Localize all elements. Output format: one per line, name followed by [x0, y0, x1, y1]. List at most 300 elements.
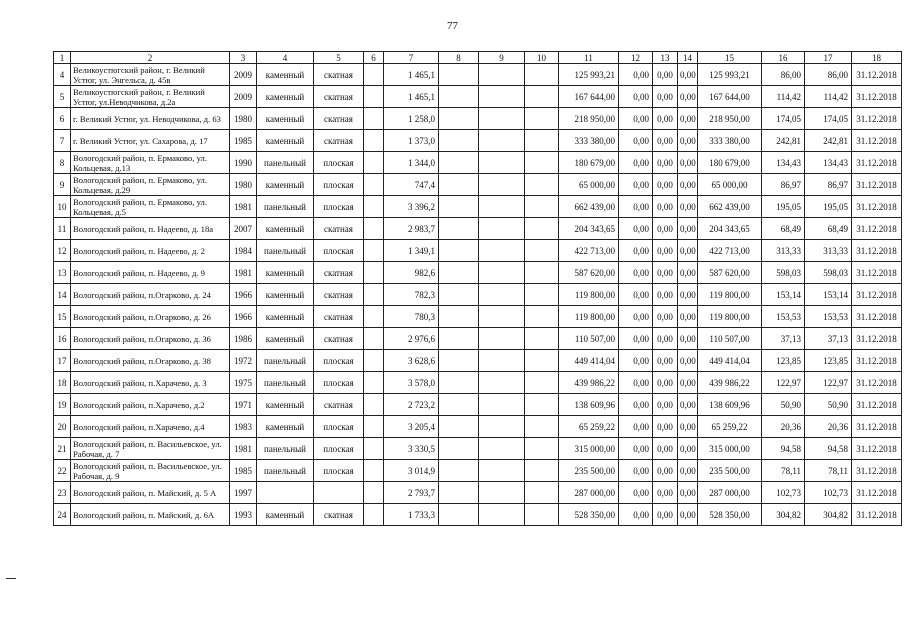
cost-col-14-cell: 0,00: [678, 504, 698, 526]
cost-total-cell: 180 679,00: [559, 152, 619, 174]
unit-cost-cell: 20,36: [762, 416, 805, 438]
row-number-cell: 22: [54, 460, 71, 482]
roof-type-cell: плоская: [314, 174, 364, 196]
col-8-cell: [439, 108, 479, 130]
completion-date-cell: 31.12.2018: [852, 108, 902, 130]
year-built-cell: 1966: [230, 284, 257, 306]
cost-col-12-cell: 0,00: [619, 460, 653, 482]
wall-material-cell: панельный: [257, 460, 314, 482]
roof-type-cell: плоская: [314, 350, 364, 372]
col-9-cell: [479, 262, 525, 284]
address-cell: Вологодский район, п. Ермаково, ул. Кольцевая, д.5: [71, 196, 230, 218]
unit-cost-cell: 94,58: [762, 438, 805, 460]
row-number-cell: 21: [54, 438, 71, 460]
roof-type-cell: скатная: [314, 108, 364, 130]
col-9-cell: [479, 504, 525, 526]
column-number-8: 8: [439, 52, 479, 64]
roof-type-cell: плоская: [314, 416, 364, 438]
year-built-cell: 1981: [230, 196, 257, 218]
unit-cost-cell: 37,13: [762, 328, 805, 350]
col-6-cell: [364, 240, 384, 262]
year-built-cell: 1981: [230, 262, 257, 284]
cost-col-14-cell: 0,00: [678, 262, 698, 284]
col-10-cell: [525, 152, 559, 174]
wall-material-cell: панельный: [257, 350, 314, 372]
area-cell: 1 465,1: [384, 64, 439, 86]
area-cell: 2 983,7: [384, 218, 439, 240]
col-8-cell: [439, 64, 479, 86]
row-number-cell: 18: [54, 372, 71, 394]
cost-total-cell: 204 343,65: [559, 218, 619, 240]
cost-col-12-cell: 0,00: [619, 86, 653, 108]
unit-cost-cell: 114,42: [762, 86, 805, 108]
column-number-15: 15: [698, 52, 762, 64]
unit-cost-limit-cell: 102,73: [805, 482, 852, 504]
roof-type-cell: скатная: [314, 64, 364, 86]
unit-cost-cell: 304,82: [762, 504, 805, 526]
address-cell: Вологодский район, п. Васильевское, ул. Рабочая, д. 7: [71, 438, 230, 460]
area-cell: 3 628,6: [384, 350, 439, 372]
year-built-cell: 1985: [230, 460, 257, 482]
cost-col-14-cell: 0,00: [678, 218, 698, 240]
wall-material-cell: каменный: [257, 86, 314, 108]
completion-date-cell: 31.12.2018: [852, 284, 902, 306]
col-9-cell: [479, 240, 525, 262]
cost-total-cell: 333 380,00: [559, 130, 619, 152]
col-8-cell: [439, 284, 479, 306]
col-6-cell: [364, 284, 384, 306]
address-cell: г. Великий Устюг, ул. Неводчикова, д. 63: [71, 108, 230, 130]
wall-material-cell: каменный: [257, 108, 314, 130]
col-6-cell: [364, 174, 384, 196]
cost-col-13-cell: 0,00: [653, 438, 678, 460]
wall-material-cell: [257, 482, 314, 504]
address-cell: Вологодский район, п. Надеево, д. 9: [71, 262, 230, 284]
table-row: [54, 152, 902, 174]
col-8-cell: [439, 482, 479, 504]
table-row: [54, 416, 902, 438]
unit-cost-limit-cell: 123,85: [805, 350, 852, 372]
cost-total-cell: 65 000,00: [559, 174, 619, 196]
completion-date-cell: 31.12.2018: [852, 328, 902, 350]
table-row: [54, 240, 902, 262]
area-cell: 1 465,1: [384, 86, 439, 108]
cost-col-15-cell: 422 713,00: [698, 240, 762, 262]
col-9-cell: [479, 218, 525, 240]
cost-col-14-cell: 0,00: [678, 306, 698, 328]
col-10-cell: [525, 108, 559, 130]
roof-type-cell: плоская: [314, 460, 364, 482]
area-cell: 747,4: [384, 174, 439, 196]
unit-cost-limit-cell: 153,14: [805, 284, 852, 306]
col-9-cell: [479, 394, 525, 416]
col-6-cell: [364, 504, 384, 526]
address-cell: Великоустюгский район, г. Великий Устюг, ул.Неводчикова, д.2а: [71, 86, 230, 108]
unit-cost-cell: 50,90: [762, 394, 805, 416]
unit-cost-cell: 78,11: [762, 460, 805, 482]
year-built-cell: 1985: [230, 130, 257, 152]
cost-col-13-cell: 0,00: [653, 152, 678, 174]
column-number-3: 3: [230, 52, 257, 64]
unit-cost-cell: 313,33: [762, 240, 805, 262]
unit-cost-cell: 123,85: [762, 350, 805, 372]
cost-total-cell: 662 439,00: [559, 196, 619, 218]
column-number-1: 1: [54, 52, 71, 64]
cost-col-14-cell: 0,00: [678, 372, 698, 394]
year-built-cell: 1993: [230, 504, 257, 526]
col-10-cell: [525, 328, 559, 350]
wall-material-cell: панельный: [257, 152, 314, 174]
cost-col-12-cell: 0,00: [619, 130, 653, 152]
cost-col-12-cell: 0,00: [619, 64, 653, 86]
cost-col-12-cell: 0,00: [619, 482, 653, 504]
wall-material-cell: каменный: [257, 394, 314, 416]
table-row: [54, 482, 902, 504]
cost-col-14-cell: 0,00: [678, 328, 698, 350]
col-10-cell: [525, 350, 559, 372]
column-number-2: 2: [71, 52, 230, 64]
completion-date-cell: 31.12.2018: [852, 416, 902, 438]
unit-cost-limit-cell: 68,49: [805, 218, 852, 240]
col-6-cell: [364, 460, 384, 482]
cost-col-14-cell: 0,00: [678, 438, 698, 460]
area-cell: 780,3: [384, 306, 439, 328]
column-number-5: 5: [314, 52, 364, 64]
header-row: [54, 52, 902, 64]
unit-cost-cell: 102,73: [762, 482, 805, 504]
area-cell: 3 330,5: [384, 438, 439, 460]
address-cell: Вологодский район, п. Надеево, д. 18а: [71, 218, 230, 240]
col-9-cell: [479, 196, 525, 218]
col-10-cell: [525, 64, 559, 86]
cost-col-15-cell: 449 414,04: [698, 350, 762, 372]
column-number-18: 18: [852, 52, 902, 64]
col-9-cell: [479, 284, 525, 306]
year-built-cell: 1971: [230, 394, 257, 416]
year-built-cell: 1980: [230, 108, 257, 130]
cost-col-13-cell: 0,00: [653, 504, 678, 526]
cost-col-13-cell: 0,00: [653, 64, 678, 86]
table-row: [54, 196, 902, 218]
wall-material-cell: каменный: [257, 284, 314, 306]
cost-col-13-cell: 0,00: [653, 262, 678, 284]
column-number-10: 10: [525, 52, 559, 64]
row-number-cell: 11: [54, 218, 71, 240]
area-cell: 2 793,7: [384, 482, 439, 504]
cost-col-13-cell: 0,00: [653, 306, 678, 328]
wall-material-cell: каменный: [257, 64, 314, 86]
row-number-cell: 7: [54, 130, 71, 152]
col-9-cell: [479, 306, 525, 328]
col-6-cell: [364, 372, 384, 394]
cost-col-12-cell: 0,00: [619, 262, 653, 284]
address-cell: Вологодский район, п.Огарково, д. 38: [71, 350, 230, 372]
col-9-cell: [479, 372, 525, 394]
housing-registry-table: [53, 51, 902, 526]
row-number-cell: 5: [54, 86, 71, 108]
cost-total-cell: 119 800,00: [559, 284, 619, 306]
table-row: [54, 504, 902, 526]
roof-type-cell: скатная: [314, 328, 364, 350]
cost-total-cell: 587 620,00: [559, 262, 619, 284]
cost-col-15-cell: 528 350,00: [698, 504, 762, 526]
unit-cost-limit-cell: 37,13: [805, 328, 852, 350]
col-8-cell: [439, 306, 479, 328]
wall-material-cell: панельный: [257, 438, 314, 460]
wall-material-cell: панельный: [257, 196, 314, 218]
completion-date-cell: 31.12.2018: [852, 174, 902, 196]
completion-date-cell: 31.12.2018: [852, 394, 902, 416]
col-6-cell: [364, 108, 384, 130]
cost-col-12-cell: 0,00: [619, 328, 653, 350]
col-9-cell: [479, 328, 525, 350]
col-10-cell: [525, 284, 559, 306]
unit-cost-limit-cell: 598,03: [805, 262, 852, 284]
cost-col-15-cell: 662 439,00: [698, 196, 762, 218]
col-6-cell: [364, 262, 384, 284]
table-row: [54, 174, 902, 196]
col-8-cell: [439, 262, 479, 284]
address-cell: Вологодский район, п.Харачево, д. 3: [71, 372, 230, 394]
col-9-cell: [479, 86, 525, 108]
col-9-cell: [479, 152, 525, 174]
col-8-cell: [439, 152, 479, 174]
year-built-cell: 1984: [230, 240, 257, 262]
col-8-cell: [439, 86, 479, 108]
cost-total-cell: 315 000,00: [559, 438, 619, 460]
cost-col-15-cell: 65 000,00: [698, 174, 762, 196]
cost-col-12-cell: 0,00: [619, 284, 653, 306]
unit-cost-limit-cell: 50,90: [805, 394, 852, 416]
cost-col-15-cell: 204 343,65: [698, 218, 762, 240]
year-built-cell: 2009: [230, 64, 257, 86]
column-number-6: 6: [364, 52, 384, 64]
table-row: [54, 372, 902, 394]
col-8-cell: [439, 350, 479, 372]
roof-type-cell: скатная: [314, 86, 364, 108]
wall-material-cell: каменный: [257, 328, 314, 350]
table-row: [54, 262, 902, 284]
address-cell: г. Великий Устюг, ул. Сахарова, д. 17: [71, 130, 230, 152]
address-cell: Вологодский район, п. Майский, д. 6А: [71, 504, 230, 526]
col-9-cell: [479, 460, 525, 482]
table-row: [54, 394, 902, 416]
cost-total-cell: 65 259,22: [559, 416, 619, 438]
cost-col-13-cell: 0,00: [653, 108, 678, 130]
table-row: [54, 130, 902, 152]
cost-col-13-cell: 0,00: [653, 174, 678, 196]
address-cell: Вологодский район, п.Огарково, д. 26: [71, 306, 230, 328]
row-number-cell: 4: [54, 64, 71, 86]
cost-total-cell: 138 609,96: [559, 394, 619, 416]
cost-col-12-cell: 0,00: [619, 306, 653, 328]
year-built-cell: 1981: [230, 438, 257, 460]
col-8-cell: [439, 438, 479, 460]
col-8-cell: [439, 196, 479, 218]
roof-type-cell: скатная: [314, 394, 364, 416]
col-10-cell: [525, 130, 559, 152]
cost-col-12-cell: 0,00: [619, 350, 653, 372]
cost-col-15-cell: 65 259,22: [698, 416, 762, 438]
cost-col-12-cell: 0,00: [619, 174, 653, 196]
col-10-cell: [525, 416, 559, 438]
cost-col-15-cell: 235 500,00: [698, 460, 762, 482]
cost-total-cell: 167 644,00: [559, 86, 619, 108]
wall-material-cell: каменный: [257, 306, 314, 328]
wall-material-cell: каменный: [257, 504, 314, 526]
row-number-cell: 13: [54, 262, 71, 284]
cost-col-13-cell: 0,00: [653, 196, 678, 218]
col-10-cell: [525, 372, 559, 394]
col-10-cell: [525, 394, 559, 416]
col-6-cell: [364, 64, 384, 86]
col-8-cell: [439, 460, 479, 482]
completion-date-cell: 31.12.2018: [852, 372, 902, 394]
unit-cost-limit-cell: 94,58: [805, 438, 852, 460]
column-number-14: 14: [678, 52, 698, 64]
cost-col-14-cell: 0,00: [678, 130, 698, 152]
completion-date-cell: 31.12.2018: [852, 482, 902, 504]
col-6-cell: [364, 328, 384, 350]
unit-cost-limit-cell: 86,00: [805, 64, 852, 86]
address-cell: Вологодский район, п. Ермаково, ул. Кольцевая, д.13: [71, 152, 230, 174]
row-number-cell: 16: [54, 328, 71, 350]
year-built-cell: 1990: [230, 152, 257, 174]
address-cell: Великоустюгский район, г. Великий Устюг, ул. Энгельса, д. 45в: [71, 64, 230, 86]
col-8-cell: [439, 504, 479, 526]
cost-total-cell: 287 000,00: [559, 482, 619, 504]
unit-cost-cell: 153,53: [762, 306, 805, 328]
column-number-9: 9: [479, 52, 525, 64]
cost-col-14-cell: 0,00: [678, 152, 698, 174]
wall-material-cell: панельный: [257, 240, 314, 262]
col-10-cell: [525, 218, 559, 240]
col-9-cell: [479, 438, 525, 460]
col-10-cell: [525, 504, 559, 526]
col-6-cell: [364, 416, 384, 438]
completion-date-cell: 31.12.2018: [852, 86, 902, 108]
cost-col-13-cell: 0,00: [653, 482, 678, 504]
cost-col-12-cell: 0,00: [619, 108, 653, 130]
col-6-cell: [364, 306, 384, 328]
unit-cost-limit-cell: 78,11: [805, 460, 852, 482]
unit-cost-limit-cell: 174,05: [805, 108, 852, 130]
unit-cost-cell: 195,05: [762, 196, 805, 218]
area-cell: 1 373,0: [384, 130, 439, 152]
completion-date-cell: 31.12.2018: [852, 350, 902, 372]
col-6-cell: [364, 482, 384, 504]
table-row: [54, 86, 902, 108]
col-6-cell: [364, 218, 384, 240]
column-number-13: 13: [653, 52, 678, 64]
cost-col-14-cell: 0,00: [678, 460, 698, 482]
cost-col-14-cell: 0,00: [678, 196, 698, 218]
cost-total-cell: 235 500,00: [559, 460, 619, 482]
col-6-cell: [364, 86, 384, 108]
column-number-11: 11: [559, 52, 619, 64]
unit-cost-limit-cell: 313,33: [805, 240, 852, 262]
wall-material-cell: каменный: [257, 174, 314, 196]
roof-type-cell: скатная: [314, 284, 364, 306]
row-number-cell: 14: [54, 284, 71, 306]
cost-total-cell: 119 800,00: [559, 306, 619, 328]
cost-col-15-cell: 180 679,00: [698, 152, 762, 174]
margin-mark: [6, 578, 16, 579]
col-9-cell: [479, 108, 525, 130]
column-number-16: 16: [762, 52, 805, 64]
cost-col-13-cell: 0,00: [653, 240, 678, 262]
row-number-cell: 23: [54, 482, 71, 504]
table-row: [54, 284, 902, 306]
cost-col-12-cell: 0,00: [619, 438, 653, 460]
col-10-cell: [525, 86, 559, 108]
address-cell: Вологодский район, п. Надеево, д. 2: [71, 240, 230, 262]
table-row: [54, 350, 902, 372]
cost-col-13-cell: 0,00: [653, 350, 678, 372]
roof-type-cell: плоская: [314, 438, 364, 460]
cost-total-cell: 449 414,04: [559, 350, 619, 372]
unit-cost-limit-cell: 20,36: [805, 416, 852, 438]
completion-date-cell: 31.12.2018: [852, 196, 902, 218]
row-number-cell: 17: [54, 350, 71, 372]
unit-cost-limit-cell: 114,42: [805, 86, 852, 108]
area-cell: 1 733,3: [384, 504, 439, 526]
row-number-cell: 9: [54, 174, 71, 196]
completion-date-cell: 31.12.2018: [852, 504, 902, 526]
cost-col-14-cell: 0,00: [678, 108, 698, 130]
row-number-cell: 24: [54, 504, 71, 526]
cost-col-14-cell: 0,00: [678, 86, 698, 108]
cost-total-cell: 422 713,00: [559, 240, 619, 262]
cost-col-12-cell: 0,00: [619, 372, 653, 394]
unit-cost-cell: 242,81: [762, 130, 805, 152]
roof-type-cell: плоская: [314, 196, 364, 218]
unit-cost-limit-cell: 195,05: [805, 196, 852, 218]
col-8-cell: [439, 174, 479, 196]
col-10-cell: [525, 482, 559, 504]
cost-col-14-cell: 0,00: [678, 482, 698, 504]
wall-material-cell: каменный: [257, 416, 314, 438]
unit-cost-limit-cell: 122,97: [805, 372, 852, 394]
cost-col-13-cell: 0,00: [653, 372, 678, 394]
year-built-cell: 1983: [230, 416, 257, 438]
unit-cost-cell: 86,00: [762, 64, 805, 86]
table-row: [54, 460, 902, 482]
cost-col-14-cell: 0,00: [678, 174, 698, 196]
unit-cost-limit-cell: 153,53: [805, 306, 852, 328]
area-cell: 2 976,6: [384, 328, 439, 350]
unit-cost-limit-cell: 304,82: [805, 504, 852, 526]
cost-col-12-cell: 0,00: [619, 196, 653, 218]
roof-type-cell: скатная: [314, 218, 364, 240]
unit-cost-cell: 134,43: [762, 152, 805, 174]
year-built-cell: 1966: [230, 306, 257, 328]
unit-cost-cell: 598,03: [762, 262, 805, 284]
cost-col-14-cell: 0,00: [678, 64, 698, 86]
cost-col-15-cell: 218 950,00: [698, 108, 762, 130]
cost-col-15-cell: 587 620,00: [698, 262, 762, 284]
roof-type-cell: плоская: [314, 152, 364, 174]
cost-col-15-cell: 439 986,22: [698, 372, 762, 394]
area-cell: 1 344,0: [384, 152, 439, 174]
year-built-cell: 2009: [230, 86, 257, 108]
cost-col-15-cell: 167 644,00: [698, 86, 762, 108]
table-body: [54, 64, 902, 526]
col-6-cell: [364, 394, 384, 416]
col-10-cell: [525, 460, 559, 482]
col-9-cell: [479, 350, 525, 372]
unit-cost-cell: 174,05: [762, 108, 805, 130]
